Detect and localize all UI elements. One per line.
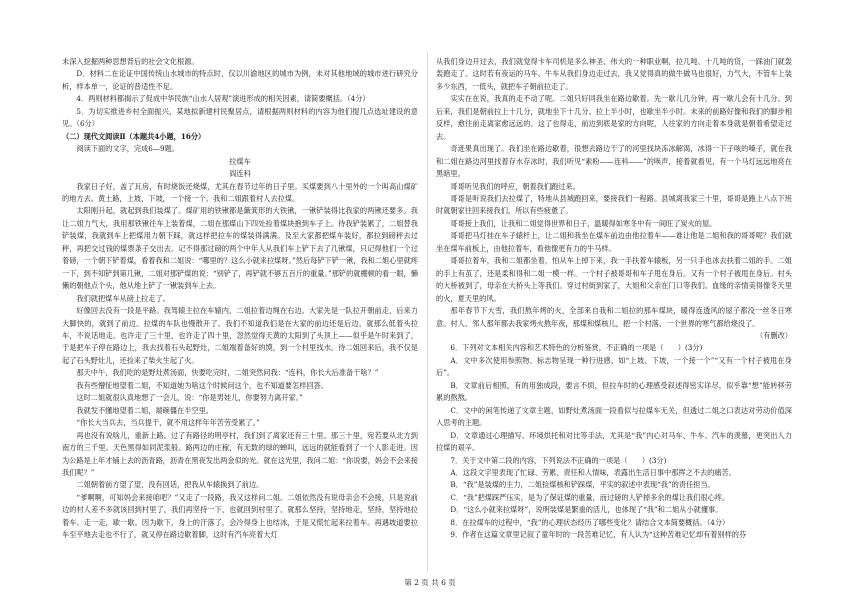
paragraph: （有删改） [756, 330, 792, 340]
left-column [62, 56, 418, 542]
paragraph: 我有些懵怔地望着二姐，不知道她为啥这个时候问这个，也不知道要怎样回答。 [76, 380, 328, 390]
paragraph: A．这段文字里表现了忙碌、劳累、责任和人情味，表露出生活日事中那挥之不去的痛苦。 [450, 467, 736, 477]
paragraph: 从我们身边开过去，我们就觉得卡车司机是多么神圣、伟大的一种职业啊，拉几吨、十几吨的货，一踩油门就轰轰跑走了。这时若有夜运的马车、牛车从我们身边走过去，我又觉得真的做牛做马也很好，力气大，不管车上装多少东西，一低头，就把车子朝前拉走了。 [436, 57, 792, 91]
paragraph: 那年春节下大雪，我们熬年烤的火，全部来自我和二姐拉的那车煤块，暖得连透风的屋子都没一丝冬日寒意。村人、邻人那年都去我家烤火熬年夜，那煤和煤核儿，把一个村落、一个世界的寒气都给烧没了。 [436, 306, 792, 328]
paragraph: 哥哥把马灯挂在车子辕杆上，让二姐和我坐在煤车前边由他拉着车——谁让他是二姐和我的哥哥呢？我们就坐在煤车前板上，由他拉着车，看他像更有力的牛马样。 [436, 231, 792, 253]
paragraph: B．“我”是装煤的主力，二姐捡煤核和铲踩煤，平实的叙述中表现“我”的责任担当。 [450, 480, 715, 490]
right-column [436, 56, 792, 542]
paragraph: B．文章前后相照，有的用独成段，要言不烦，但拉车时的心理感受叙述得密实详尽，似乎靠“想”能转移劳累的熬熬。 [436, 380, 792, 403]
paragraph: （二）现代文阅读Ⅱ（本题共4小题，16分） [62, 131, 206, 141]
paragraph: C．文中的闲笔传递了文章主题，如野灶煮汤面一段看似与拉煤车无关，但透过二姐之口表达对劳动价值深入思考的主题。 [436, 405, 792, 428]
paragraph: 这时二姐就很认真地想了一会儿，说：“你是男娃儿，你要努力离开家。” [76, 393, 303, 403]
paragraph: 未深入挖掘两种思想背后的社会文化根源。 [62, 57, 199, 66]
paragraph: 阅读下面的文字，完成6—9题。 [76, 144, 179, 154]
paragraph: 实实在在说，我真的走不动了呢。二姐只好同我坐在路边歇着。先一歇儿几分钟，再一歇儿会有十几分。到后来，我们是朝前拉上十几分，就地坐下十几分。拉上半小时，也歇坐半小时。未来的前路好像和我们的脚步相反样，愈往前走离家愈远远的。这了也得走，前边到底是家的方向呢，人往家的方向走着本身就是朝着希望走过去。 [436, 94, 792, 141]
paragraph: “你长大当兵去，当兵提干，就不用这样年年苦劳受累了。” [76, 418, 260, 428]
paragraph: 6．下列对文本相关内容和艺术特色的分析鉴赏，不正确的一项是（ ）(3分) [450, 343, 703, 353]
paragraph: 奇迹果真出现了。我们坐在路边歇着，很想去路边干了的河里找块冻冰解渴，冰得一下子咳的嗓子，就在我和二姐在路边河里找着存水存冰时，我们听见“素粉——连科——”的唤声，接着就看见，有一个马灯远远地亮在黑暗里。 [436, 144, 792, 179]
paragraph: 阎连科 [229, 169, 251, 179]
paragraph: C．“我”把煤踩严压实，是为了保证煤的重量，而过磅的人铲掉多余的煤让我们很心疼。 [450, 492, 730, 502]
paragraph: A．文中多次使用参照物、标志物呈现一种行进感，如“上坡、下坡，一个接一个”“又有一个村子被甩在身后”。 [436, 355, 792, 378]
paragraph: D．文章通过心理描写、环境烘托和对比等手法，尤其是“我”内心对马车、牛车、汽车的羡慕，更突出人力拉煤的艰辛。 [436, 430, 792, 453]
paragraph: 好像回去没有一段是平路。我驾辕主拉在车辕内，二姐拉着边绳在右边。大家先是一队拉开朝前走，后来力大脚快的，就到了前边。拉煤的车队也慢散开了。我们不知道我们是在大家的前边还是后边，就那么低着头拉车，不说话地走。也许走了三十里，也许走了四十里，忽然觉得天黄的太阳到了头顶上——似乎是午时来到了，于是把车子停在路边上，我去找着石头起野灶，二姐端着备好的馍，到一个村里找水。待二姐回来后，我不仅是起了石头野灶儿，还捡来了柴火生起了火。 [62, 306, 418, 365]
paragraph: 4．两则材料都揭示了促成中华民族“山水人居观”演进形成的相关因素，请简要概括。（4分） [76, 94, 370, 104]
paragraph: 我家日子好，盖了瓦房，有时烧饭还烧煤，尤其在春节过年的日子里。买煤要到八十里外的一个叫高山煤矿的地方去。黄土路，上坡，下坡，一个接一个。我和二姐跟着村人去拉煤。 [62, 181, 418, 203]
paragraph: 9．作者在这篇文章里记叙了童年时的一段苦难记忆，有人认为“这种苦难记忆却有着别样的芬 [450, 530, 747, 540]
paragraph: 8．在拉煤车的过程中，“我”的心理状态经历了哪些变化？请结合文本简要概括。（4分） [450, 517, 730, 527]
paragraph: “爹啊啊，可知妈会来接咱吧？”又走了一段路，我又这样问二姐。二姐依然没有说母亲会不会接，只是说前边的村人差不多就该回到村里了，我们再坚持一下，也就回到村里了。就那么坚持，坚持地走，坚持，坚持地拉着车。走一走，歇一歇。因为歇下，身上的汗落了，会冷得身上也结冰，于是又慌忙起来拉着车。再遇坡道要拉车至平地去走也不行了，就又停在路边歇着脚，这时有汽车亮着大灯 [62, 492, 418, 540]
paragraph: 哥哥是听说我们去拉煤了，特地从县城跑回来，要接我们一程路。县城离我家三十里，哥哥是跑上八点下班时就朝家往回来接我们，所以有些疲惫了。 [436, 193, 792, 216]
paragraph: D．材料二在论证中国传统山水城市的特点时，仅以川渝地区的城市为例，未对其他地域的城市进行研究分析，样本单一，论证的普适性不足。 [62, 69, 418, 91]
paragraph: 7．关于文中第二段的内容，下列说法不正确的一项是（ ）(3分) [450, 455, 667, 465]
paragraph: 拉煤车 [229, 156, 251, 166]
paragraph: 哥哥接上我们，让我和二姐觉得世界和日子，温暖得如寒冬中有一间旺了炭火的屋。 [450, 218, 717, 228]
paragraph: 我就发不懂地望着二姐，端碗僵在半空里。 [76, 405, 213, 415]
paragraph: 再也没有说啥儿，重新上路。过了有路径的明亭村，我们到了离家还有三十里。那三十里，宛若要从北方到南方的三千里。天色黑得如同泥浆般。路两边的庄稼，有无数的绿的蝉叫，远远的就能看到了一个人影走进。因为公路是上年才铺上去的沥青路，沥青在黑夜发出两金似的光。就在这光里，我问二姐：“你说要，妈会不会来接我们呢？” [62, 430, 418, 477]
paragraph: 5．为切实推进乡村全面振兴，某地拟新建村民聚居点，请根据两则材料的内容为他们提几点选址建设的意见。（6分） [62, 106, 418, 129]
paragraph: 太阳刚升起，就起到我们装煤了。煤矿用的铁锹都是簸箕形的大铁锹，一锹铲装得比我家的两锹还要多。我让二姐力气大，我用那铁锹往车上装着煤，二姐在那煤山下四处捡着煤块抱到车子上。待我铲装累了，二姐替我铲装煤，我就到车上把煤用力朝下踩，就这样把拉车的煤装得满满。及至大家都把煤车装好，都拉到磅秤去过秤，再把交过钱的煤票条子交出去。记不得那过磅的两个中年人从我们车上铲下去了几锹煤，只记得他们一个过着磅，一个朝下铲着煤，看着我和二姐说：“哪里的？这么小就来拉煤呀。”然后每铲下铲一锹，我和二姐心里就疼一下，到不知铲到第几锹，二姐对那铲煤的说：“别铲了，再铲就不够五百斤的重量。”那铲的就棚顿的看一眼，懒懒的朝他点个头，他从地上铲了一锹装到车上去。 [62, 206, 418, 291]
paragraph: 那天中午，我们吃的是野灶煮汤面，快要吃完时，二姐突然问我：“连科，你长大后准备干啥？” [76, 368, 379, 378]
paragraph: D．“这么小就来拉煤呀”，说明装煤是繁重的活儿，也体现了“我”和二姐从小就懂事。 [450, 505, 723, 515]
paragraph: 哥哥拉着车，我和二姐都坐着，怕从车上掉下来，我一手扶着车辕板，另一只手也冰去扶着二姐的手。二姐的手上有茧了，还是柔和得和二姐一模一样。一个村子被哥哥和车子甩在身后。又有一个村子被甩在身后。村头的大桥被到了，母亲在大桥头上等我们。穿过村街到家了，大姐和父亲在门口等我们。血缘的亲情美得像冬天里的火，夏天里的风。 [436, 256, 792, 303]
paragraph: 我们就把煤车从磅上拉走了。 [76, 293, 170, 303]
column-divider [427, 52, 428, 572]
paragraph: 哥哥听见我们的呼应，朝着我们跑过来。 [450, 181, 580, 191]
page-footer: 第 2 页 共 6 页 [404, 578, 456, 587]
paragraph: 二姐朝着前方望了望，没有回话，把我从车辕换到了前边。 [76, 480, 264, 490]
